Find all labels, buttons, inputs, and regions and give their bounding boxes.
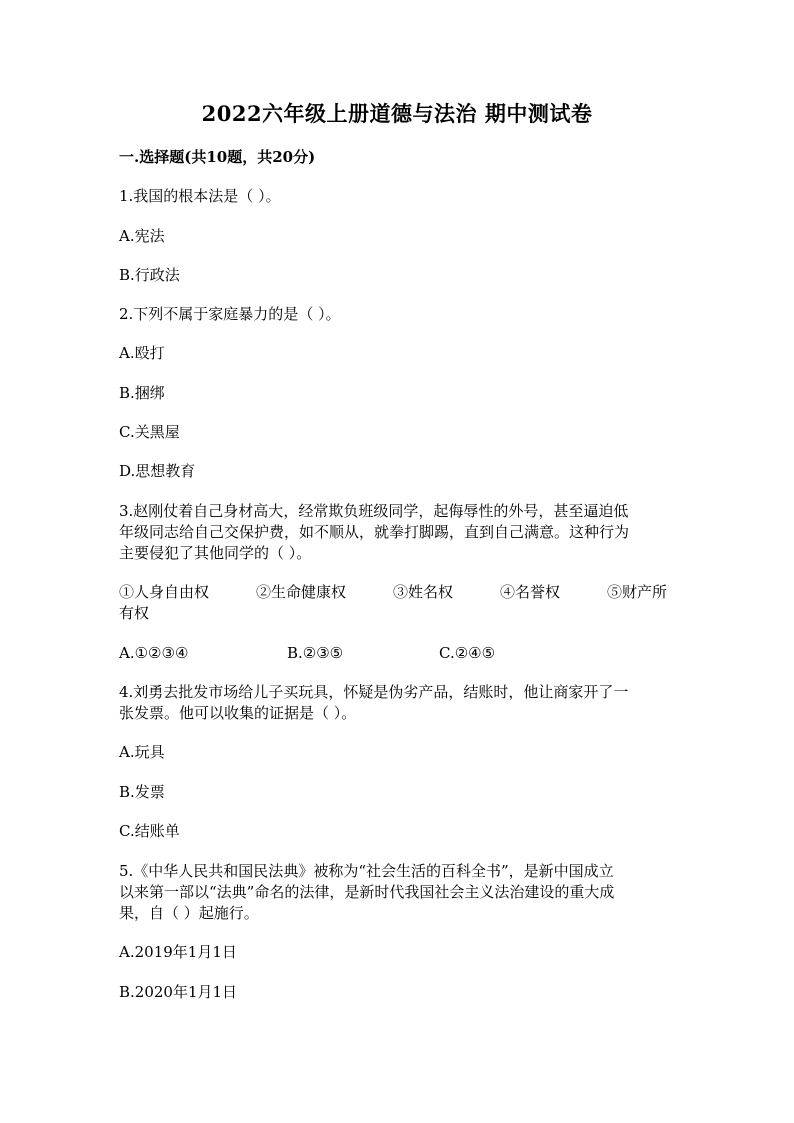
question-4-stem-line-2: 张发票。他可以收集的证据是（ ）。 bbox=[119, 704, 357, 722]
question-5-stem-line-2: 以来第一部以“法典”命名的法律，是新时代我国社会主义法治建设的重大成 bbox=[119, 883, 615, 901]
question-3-option-b: B.②③⑤ bbox=[287, 644, 344, 662]
right-item: ②生命健康权 bbox=[255, 583, 346, 601]
question-3-option-c: C.②④⑤ bbox=[439, 644, 496, 662]
question-1-option-a: A.宪法 bbox=[119, 227, 165, 245]
question-3-stem-line-3: 主要侵犯了其他同学的（ ）。 bbox=[119, 544, 312, 562]
question-3-stem-line-1: 3.赵刚仗着自己身材高大，经常欺负班级同学，起侮辱性的外号，甚至逼迫低 bbox=[119, 502, 629, 520]
question-4-option-a: A.玩具 bbox=[119, 743, 165, 761]
question-5-option-b: B.2020年1月1日 bbox=[119, 983, 238, 1001]
question-5-option-a: A.2019年1月1日 bbox=[119, 943, 237, 961]
question-5-stem-line-3: 果，自（ ）起施行。 bbox=[119, 904, 259, 922]
question-2-option-a: A.殴打 bbox=[119, 344, 165, 362]
question-2-option-c: C.关黑屋 bbox=[119, 423, 180, 441]
right-item: ④名誉权 bbox=[499, 583, 560, 601]
question-3-rights-continuation: 有权 bbox=[119, 604, 150, 622]
question-3-options bbox=[119, 643, 679, 663]
question-5-stem-line-1: 5.《中华人民共和国民法典》被称为“社会生活的百科全书”，是新中国成立 bbox=[119, 862, 614, 880]
question-1-stem: 1.我国的根本法是（ ）。 bbox=[119, 187, 281, 205]
right-item: ①人身自由权 bbox=[119, 583, 210, 601]
question-4-option-c: C.结账单 bbox=[119, 822, 180, 840]
question-2-stem: 2.下列不属于家庭暴力的是（ ）。 bbox=[119, 305, 341, 323]
question-2-option-d: D.思想教育 bbox=[119, 462, 196, 480]
question-3-option-a: A.①②③④ bbox=[119, 644, 189, 662]
question-4-stem-line-1: 4.刘勇去批发市场给儿子买玩具，怀疑是伪劣产品，结账时，他让商家开了一 bbox=[119, 683, 629, 701]
question-3-rights-list bbox=[119, 582, 667, 602]
page-title: 2022六年级上册道德与法治 期中测试卷 bbox=[201, 101, 593, 126]
question-1-option-b: B.行政法 bbox=[119, 266, 180, 284]
section-heading: 一.选择题(共10题，共20分) bbox=[119, 148, 316, 166]
question-4-option-b: B.发票 bbox=[119, 783, 165, 801]
question-2-option-b: B.捆绑 bbox=[119, 384, 165, 402]
right-item: ⑤财产所 bbox=[606, 583, 667, 601]
right-item: ③姓名权 bbox=[392, 583, 453, 601]
question-3-stem-line-2: 年级同志给自己交保护费，如不顺从，就拳打脚踢，直到自己满意。这种行为 bbox=[119, 523, 630, 541]
